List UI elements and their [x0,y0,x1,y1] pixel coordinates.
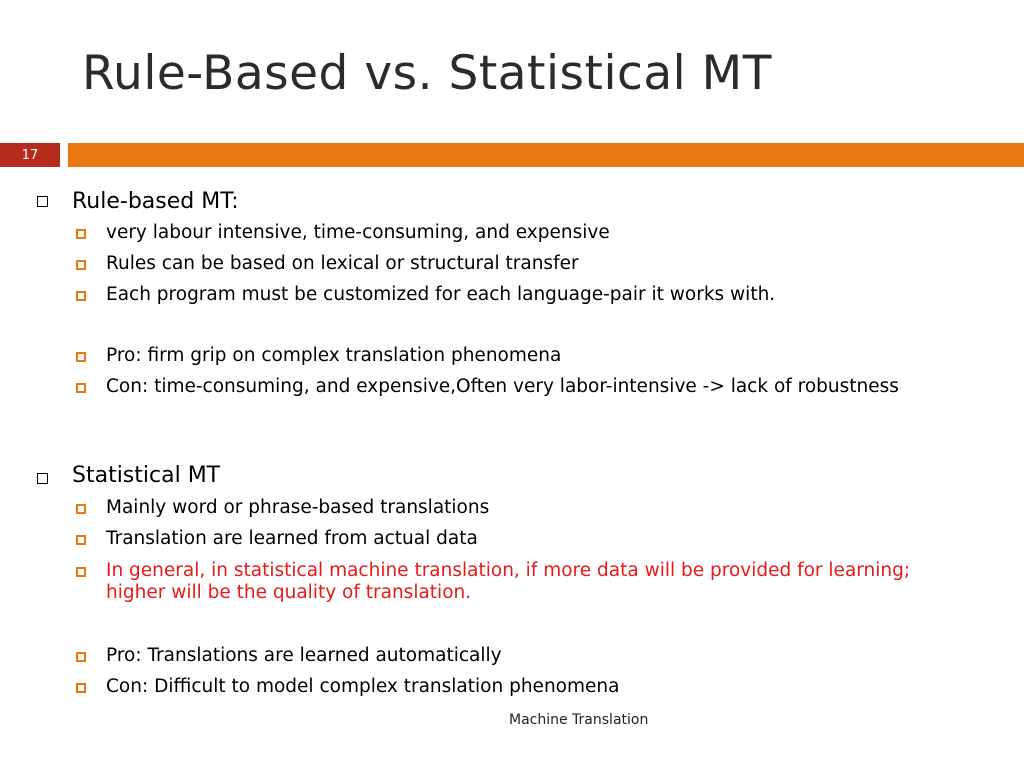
bullet-item: Rules can be based on lexical or structural transfer [106,253,579,274]
orange-square-bullet-icon [76,535,86,545]
orange-square-bullet-icon [76,652,86,662]
section-heading-statistical: Statistical MT [72,463,221,488]
orange-square-bullet-icon [76,567,86,577]
orange-square-bullet-icon [76,383,86,393]
slide-title: Rule-Based vs. Statistical MT [82,46,772,101]
bullet-item: Each program must be customized for each language-pair it works with. [106,284,776,305]
section-heading-rule-based: Rule-based MT: [72,189,239,214]
bullet-item: Pro: firm grip on complex translation phenomena [106,345,562,366]
bullet-item: Pro: Translations are learned automatically [106,645,502,666]
orange-square-bullet-icon [76,291,86,301]
bullet-item: Con: time-consuming, and expensive,Often very labor-intensive -> lack of robustness [106,376,899,397]
slide-number-badge: 17 [0,143,60,167]
hollow-square-bullet-icon [37,196,48,207]
orange-square-bullet-icon [76,229,86,239]
bullet-item-highlight: In general, in statistical machine translation, if more data will be provided for learning; higher will be the quality of translation. [106,560,911,603]
hollow-square-bullet-icon [37,473,48,484]
bullet-item: very labour intensive, time-consuming, and expensive [106,222,610,243]
header-accent-bar [68,143,1024,167]
bullet-item: Mainly word or phrase-based translations [106,497,490,518]
slide-footer: Machine Translation [509,712,649,728]
bullet-item: Translation are learned from actual data [106,528,478,549]
orange-square-bullet-icon [76,260,86,270]
orange-square-bullet-icon [76,352,86,362]
orange-square-bullet-icon [76,683,86,693]
orange-square-bullet-icon [76,504,86,514]
bullet-item: Con: Difficult to model complex translation phenomena [106,676,620,697]
